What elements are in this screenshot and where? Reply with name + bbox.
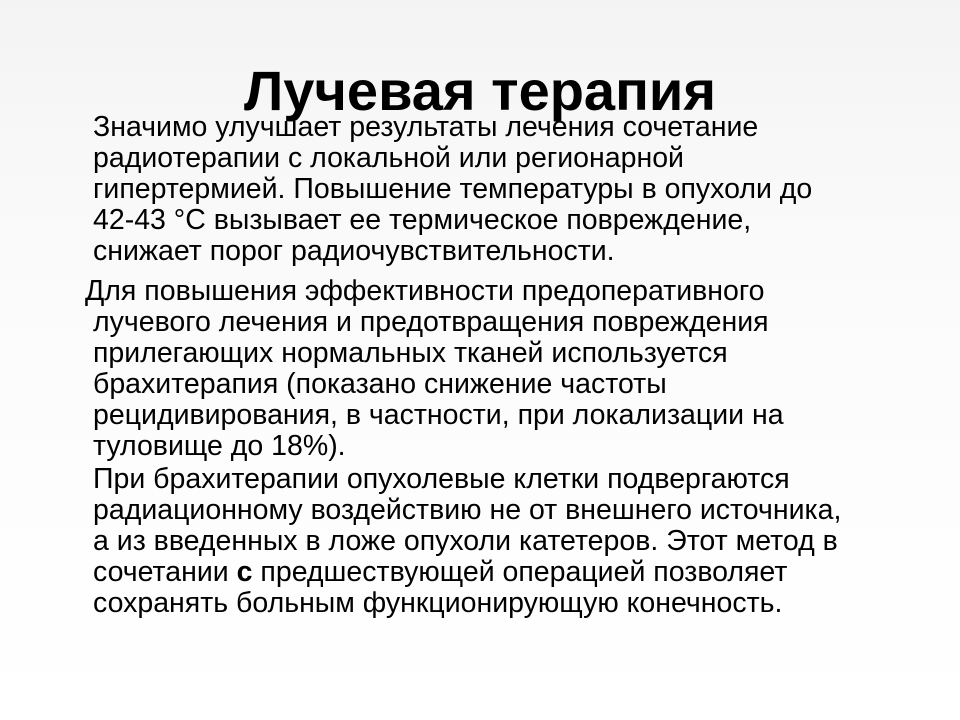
text-line: рецидивирования, в частности, при локализации на: [93, 399, 784, 431]
text-line: Значимо улучшает результаты лечения сочетание: [93, 111, 759, 143]
paragraph-brachytherapy: [85, 276, 784, 462]
text-line: гипертермией. Повышение температуры в опухоли до: [93, 173, 813, 205]
text-fragment: сочетании: [93, 556, 237, 588]
text-line: При брахитерапии опухолевые клетки подвергаются: [93, 463, 790, 495]
paragraph-brachytherapy-method: [93, 464, 841, 619]
text-line: 42-43 °С вызывает ее термическое повреждение,: [93, 204, 752, 236]
text-line: лучевого лечения и предотвращения повреждения: [93, 306, 769, 338]
text-line: туловище до 18%).: [93, 430, 346, 462]
text-line-with-bold: [93, 557, 841, 588]
paragraph-hyperthermia: [93, 112, 812, 267]
text-fragment: предшествующей операцией позволяет: [252, 556, 788, 588]
text-line: а из введенных в ложе опухоли катетеров. Этот метод в: [93, 525, 838, 557]
text-line: Для повышения эффективности предоперативного: [85, 275, 765, 307]
bold-preposition: с: [236, 556, 253, 588]
text-line: снижает порог радиочувствительности.: [93, 235, 615, 267]
text-line: прилегающих нормальных тканей используется: [93, 337, 728, 369]
slide-title: Лучевая терапия: [243, 59, 716, 122]
text-line: радиотерапии с локальной или регионарной: [93, 142, 684, 174]
text-line: брахитерапия (показано снижение частоты: [93, 368, 667, 400]
text-line: сохранять больным функционирующую конечность.: [93, 587, 783, 619]
text-line: радиационному воздействию не от внешнего источника,: [93, 494, 842, 526]
